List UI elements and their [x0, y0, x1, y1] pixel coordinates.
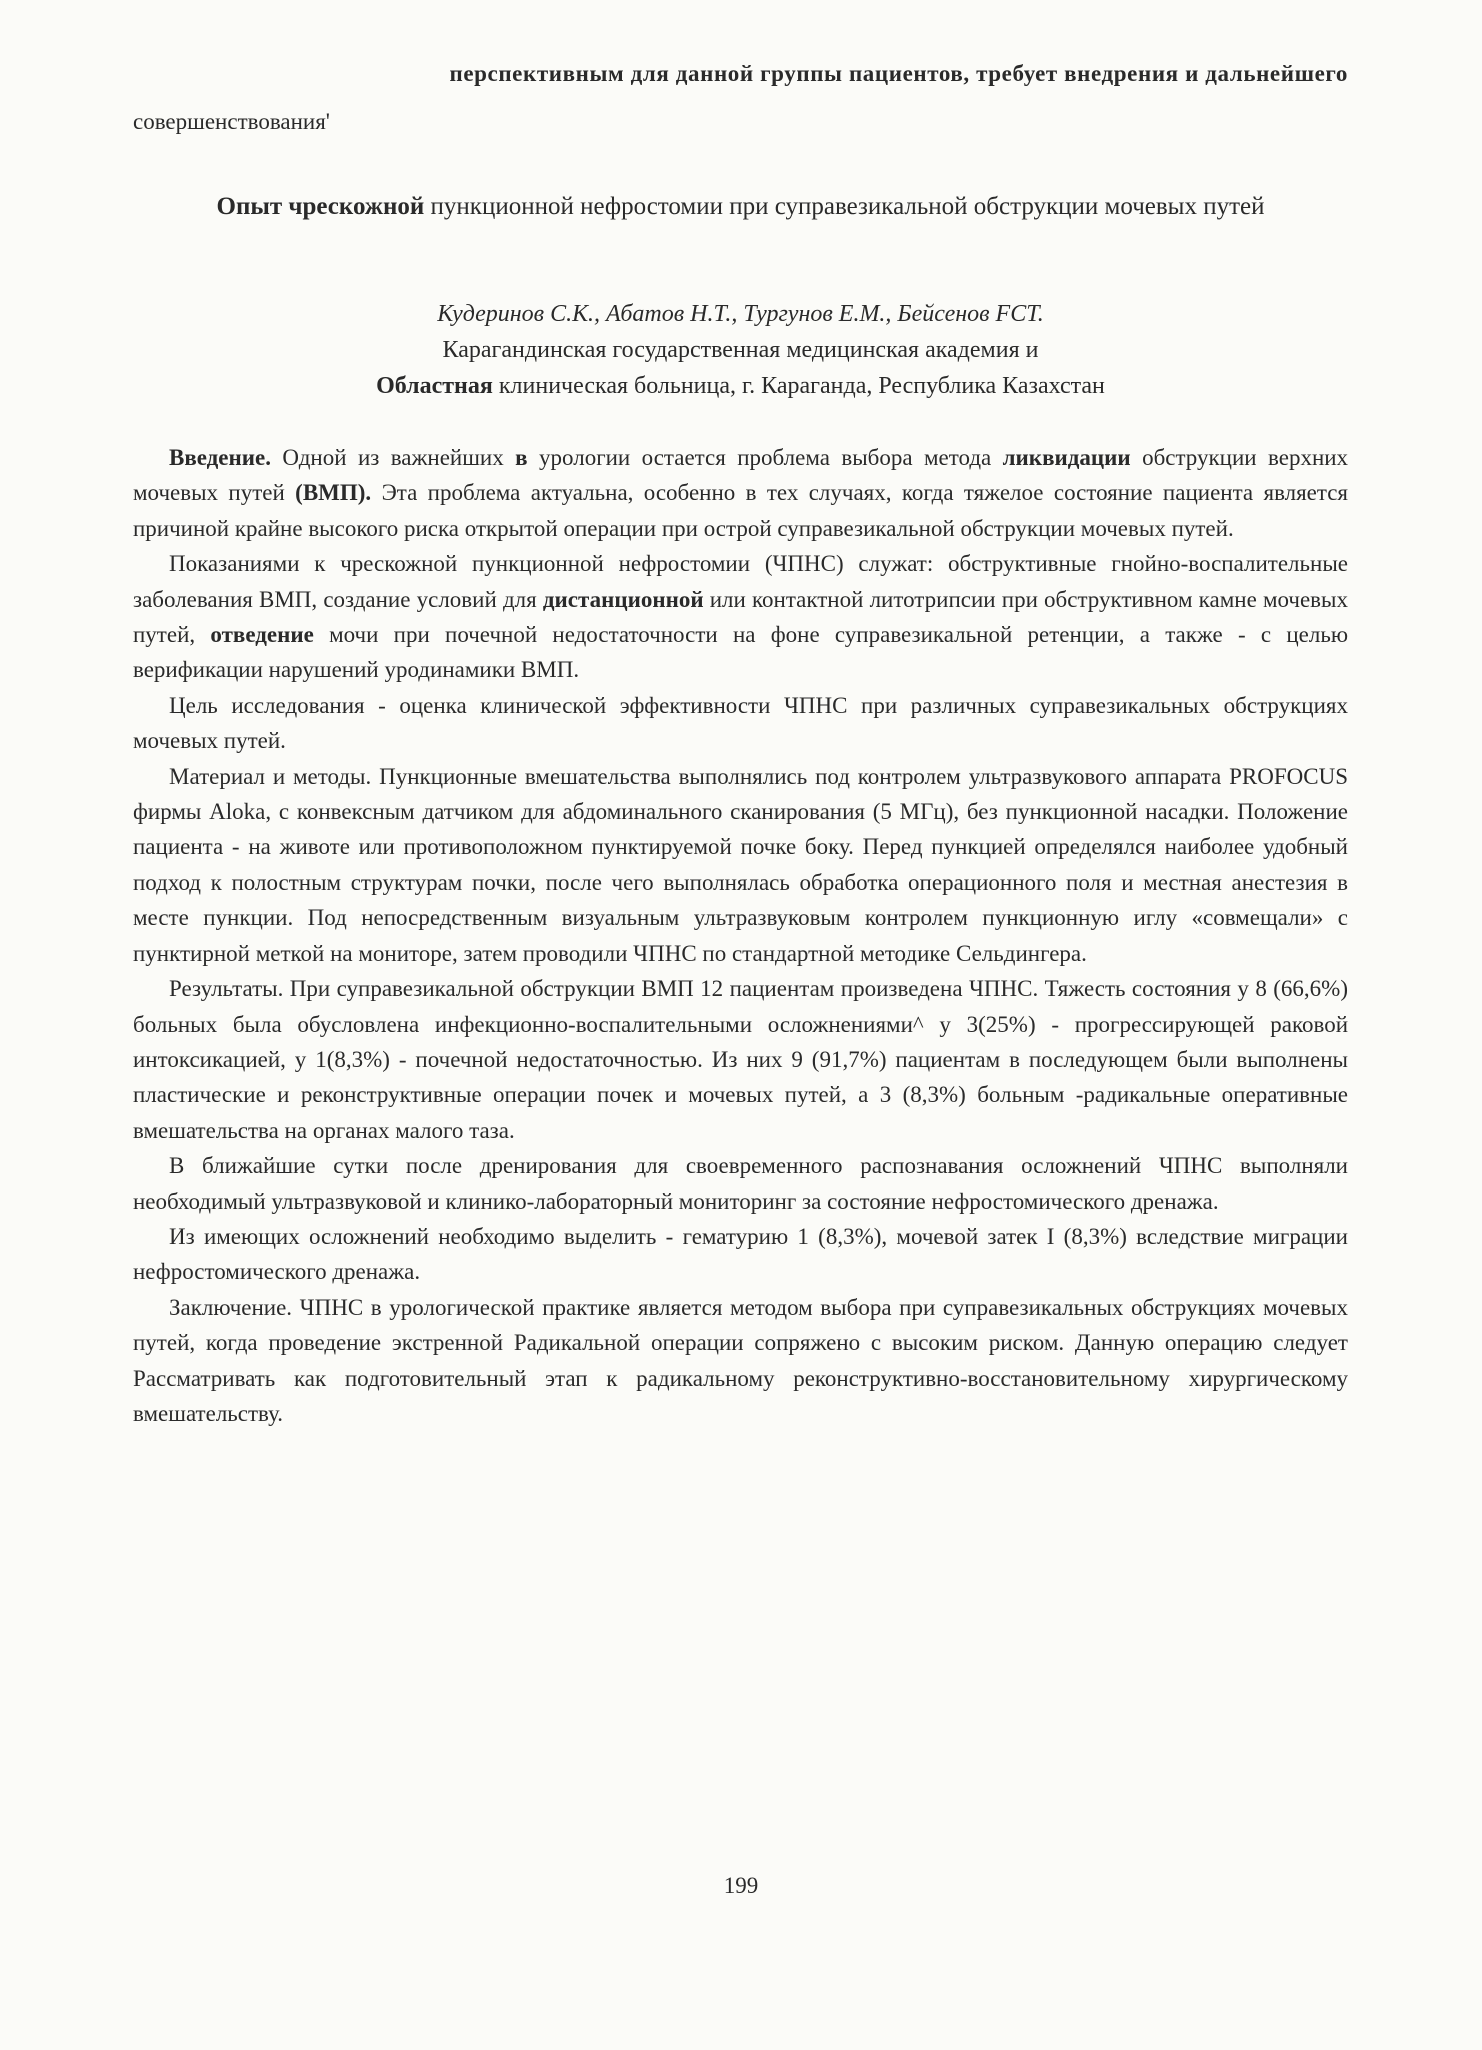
indications-text-1: Показаниями к чрескожной пункционной нефростомии (ЧПНС) служат: обструктивные гнойно-воспалительные заболевания ВМП, создание условий для	[133, 551, 1348, 612]
indications-bold-1: дистанционной	[542, 586, 704, 612]
paragraph-aim: Цель исследования - оценка клинической эффективности ЧПНС при различных суправезикальных обструкциях мочевых путей.	[133, 692, 1348, 754]
article-body	[133, 440, 1348, 1431]
paragraph-monitoring: В ближайшие сутки после дренирования для своевременного распознавания осложнений ЧПНС выполняли необходимый ультразвуковой и клинико-лабораторный мониторинг за состояние нефростомического дренажа.	[133, 1153, 1348, 1214]
intro-text-2: урологии остается проблема выбора метода	[539, 445, 992, 470]
affiliation-line-2	[133, 368, 1348, 404]
author-names: Кудеринов С.К., Абатов Н.Т., Тургунов Е.М., Бейсенов FCT.	[437, 301, 1044, 327]
affiliation-line-2-rest: клиническая больница, г. Караганда, Республика Казахстан	[498, 373, 1105, 399]
indications-bold-2: отведение	[210, 622, 314, 648]
article-authors-block	[133, 296, 1348, 404]
page-number: 199	[723, 1873, 759, 1898]
affiliation-line-1: Карагандинская государственная медицинская академия и	[442, 337, 1039, 363]
intro-label: Введение.	[169, 445, 271, 470]
article-title-rest: пункционной нефростомии при суправезикальной обструкции мочевых путей	[430, 193, 1265, 220]
intro-text-3: обструкции верхних мочевых путей	[133, 445, 1349, 506]
article-title-bold: Опыт чрескожной	[216, 193, 425, 220]
carryover-line-2: совершенствования'	[133, 109, 330, 134]
intro-bold-2: в	[515, 445, 528, 470]
paragraph-complications: Из имеющих осложнений необходимо выделить - гематурию 1 (8,3%), мочевой затек I (8,3%) вследствие миграции нефростомического дренажа.	[133, 1223, 1348, 1285]
paragraph-results: Результаты. При суправезикальной обструкции ВМП 12 пациентам произведена ЧПНС. Тяжесть состояния у 8 (66,6%) больных была обусловлена инфекционно-воспалительными осложнениями^ у 3(25%) - прогрессирующей раковой интоксикацией, у 1(8,3%) - почечной недостаточностью. Из них 9 (91,7%) пациентам в последующем были выполнены пластические и реконструктивные операции почек и мочевых путей, а 3 (8,3%) больным -радикальные оперативные вмешательства на органах малого таза.	[133, 976, 1348, 1143]
paragraph-indications	[133, 546, 1348, 688]
intro-bold-4: (ВМП).	[295, 480, 372, 506]
indications-text-2: или контактной литотрипсии при обструктивном камне мочевых путей,	[133, 586, 1348, 648]
paragraph-introduction	[133, 440, 1348, 546]
indications-text-3: мочи при почечной недостаточности на фоне суправезикальной ретенции, а также - с целью верификации нарушений уродинамики ВМП.	[133, 622, 1349, 683]
affiliation-line-2-bold: Областная	[376, 373, 493, 399]
intro-bold-3: ликвидации	[1002, 445, 1131, 470]
paragraph-methods: Материал и методы. Пункционные вмешательства выполнялись под контролем ультразвукового аппарата PROFOCUS фирмы Aloka, с конвексным датчиком для абдоминального сканирования (5 МГц), без пункционной насадки. Положение пациента - на животе или противоположном пунктируемой почке боку. Перед пункцией определялся наиболее удобный подход к полостным структурам почки, после чего выполнялась обработка операционного поля и местная анестезия в месте пункции. Под непосредственным визуальным ультразвуковым контролем пункционную иглу «совмещали» с пунктирной меткой на мониторе, затем проводили ЧПНС по стандартной методике Сельдингера.	[133, 763, 1348, 966]
carryover-text	[133, 50, 1348, 146]
intro-text-1: Одной из важнейших	[282, 445, 504, 470]
paragraph-conclusion: Заключение. ЧПНС в урологической практике является методом выбора при суправезикальных обструкциях мочевых путей, когда проведение экстренной Радикальной операции сопряжено с высоким риском. Данную операцию следует Рассматривать как подготовительный этап к радикальному реконструктивно-восстановительному хирургическому вмешательству.	[133, 1294, 1348, 1426]
intro-text-4: Эта проблема актуальна, особенно в тех случаях, когда тяжелое состояние пациента является причиной крайне высокого риска открытой операции при острой суправезикальной обструкции мочевых путей.	[133, 480, 1349, 541]
article-title	[133, 190, 1348, 224]
carryover-line-1: перспективным для данной группы пациентов, требует внедрения и дальнейшего	[449, 61, 1348, 86]
